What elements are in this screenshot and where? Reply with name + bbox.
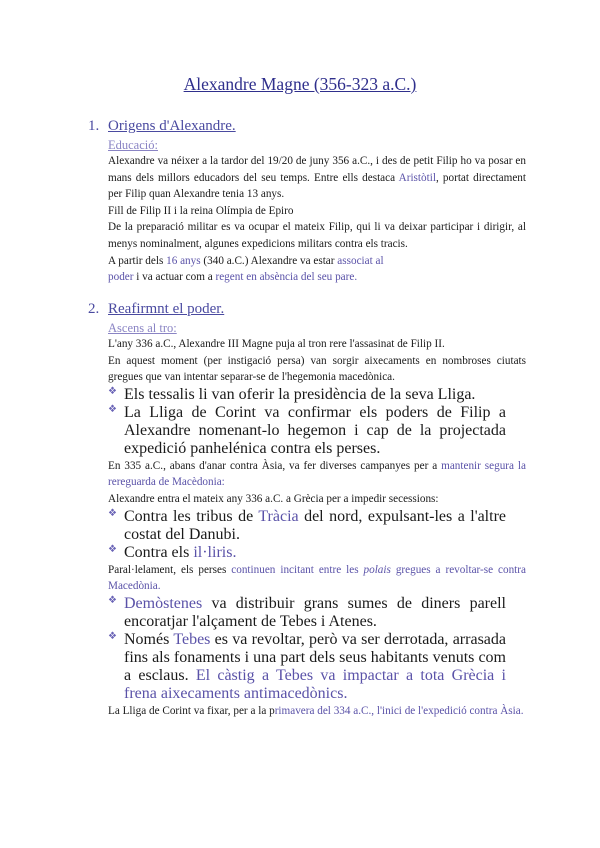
section-body	[108, 458, 526, 508]
text: va distribuir grans sumes de diners parell encoratjar l'alçament de Tebes i Atenes.	[124, 594, 506, 630]
link-primavera[interactable]: rimavera del 334 a.C., l'inici de l'expedició contra Àsia.	[274, 704, 524, 717]
paragraph	[108, 562, 526, 595]
section-body	[108, 562, 526, 595]
text: La Lliga de Corint va confirmar els poders de Filip a Alexandre nomenant-lo hegemon i cap de la projectada expedició panhelénica contra els perses.	[124, 403, 506, 457]
text: Contra els	[124, 543, 194, 561]
bullet-list	[88, 508, 506, 562]
link-illiris[interactable]: il·liris.	[193, 543, 237, 561]
list-item	[108, 543, 506, 562]
text: continuen incitant entre les	[231, 563, 364, 576]
paragraph	[108, 253, 526, 286]
paragraph	[108, 153, 526, 203]
link-aristotil[interactable]: Aristòtil	[398, 171, 436, 184]
list-item	[108, 594, 506, 631]
bullet-list	[88, 386, 506, 458]
link-associat[interactable]: associat al	[337, 254, 384, 267]
section-heading	[88, 117, 528, 135]
diamond-bullet-icon: ❖	[108, 385, 117, 397]
text: del nord, expulsant-les a l'altre costat del Danubi.	[124, 507, 506, 543]
text: Els tessalis li van oferir la presidència de la seva Lliga.	[124, 385, 476, 403]
link-demostenes[interactable]: Demòstenes	[124, 594, 203, 612]
list-item	[108, 385, 506, 404]
text: gregues a revoltar-se contra Macedònia.	[108, 563, 526, 593]
section-heading	[88, 300, 528, 318]
subsection-heading: Ascens al tro:	[108, 321, 177, 335]
text: La Lliga de Corint va fixar, per a la p	[108, 704, 275, 717]
text: En 335 a.C., abans d'anar contra Àsia, va fer diverses campanyes per a	[108, 459, 442, 472]
text: Paral·lelament, els perses	[108, 563, 232, 576]
list-item	[108, 507, 506, 544]
text: polais	[363, 563, 391, 576]
paragraph: De la preparació militar es va ocupar el mateix Filip, qui li va deixar participar i dirigir, al menys nominalment, algunes expedicions militars contra els tracis.	[108, 221, 526, 250]
section-body	[108, 153, 526, 286]
paragraph	[108, 703, 526, 720]
link-rereguarda[interactable]: mantenir segura la rereguarda de Macèdonia:	[108, 459, 526, 489]
text: Alexandre va néixer a la tardor del 19/20 de juny 356 a.C., i des de petit Filip ho va posar en mans dels millors educadors del seu temps. Entre ells destaca	[108, 155, 526, 184]
diamond-bullet-icon: ❖	[108, 594, 117, 606]
text: , portat directament per Filip quan Alexandre tenia 13 anys.	[108, 171, 526, 201]
text: es va revoltar, però va ser derrotada, arrasada fins als fonaments i una part dels seus habitants venuts com a esclaus.	[124, 630, 506, 684]
section-body	[108, 336, 526, 386]
paragraph: Alexandre entra el mateix any 336 a.C. a Grècia per a impedir secessions:	[108, 492, 439, 505]
text: A partir dels	[108, 254, 167, 267]
diamond-bullet-icon: ❖	[108, 630, 117, 642]
section-number: 1.	[88, 118, 100, 134]
section-title: Reafirmnt el poder.	[108, 301, 225, 317]
link-poder[interactable]: poder	[108, 271, 134, 284]
text: Només	[124, 630, 174, 648]
diamond-bullet-icon: ❖	[108, 403, 117, 415]
section-number: 2.	[88, 301, 100, 317]
section-body	[108, 703, 526, 720]
paragraph: En aquest moment (per instigació persa) van sorgir aixecaments en nombroses ciutats gregues que van intentar separar-se de l'hegemonia macedònica.	[108, 354, 526, 384]
section-origins	[88, 117, 528, 286]
page-title: Alexandre Magne (356-323 a.C.)	[183, 74, 417, 94]
bullet-list	[88, 595, 506, 703]
link-regent[interactable]: regent en absència del seu pare.	[215, 271, 358, 284]
section-power	[88, 300, 528, 719]
link-tracia[interactable]: Tràcia	[258, 507, 299, 525]
text: i va actuar com a	[133, 271, 216, 284]
subsection-heading: Educació:	[108, 138, 158, 152]
diamond-bullet-icon: ❖	[108, 507, 117, 519]
section-title: Origens d'Alexandre.	[108, 118, 236, 134]
diamond-bullet-icon: ❖	[108, 543, 117, 555]
text: Contra les tribus de	[124, 507, 259, 525]
link-castig-tebes[interactable]: El càstig a Tebes va impactar a tota Grècia i frena aixecaments antimacedònics.	[124, 666, 506, 702]
list-item	[108, 630, 506, 703]
link-16-anys[interactable]: 16 anys	[166, 254, 201, 267]
paragraph: Fill de Filip II i la reina Olímpia de Epiro	[108, 204, 294, 217]
paragraph	[108, 458, 526, 491]
link-tebes[interactable]: Tebes	[173, 630, 211, 648]
paragraph: L'any 336 a.C., Alexandre III Magne puja al tron rere l'assasinat de Filip II.	[108, 338, 445, 350]
text: (340 a.C.) Alexandre va estar	[200, 254, 338, 267]
list-item	[108, 403, 506, 458]
